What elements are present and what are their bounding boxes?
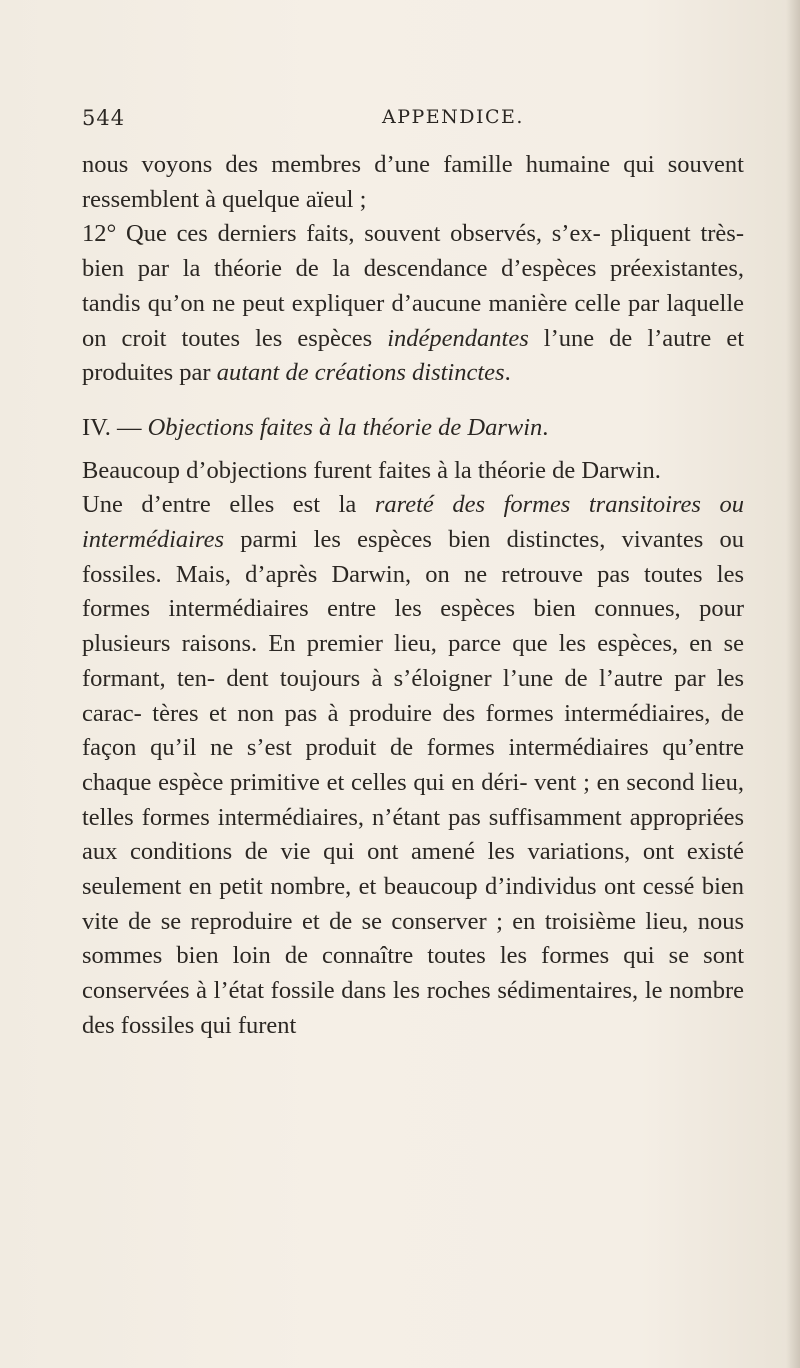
page-header — [82, 106, 742, 136]
paragraph-2-middle: l’une de l’autre et produites par — [82, 324, 745, 387]
section-heading — [82, 411, 744, 446]
section-heading-end: . — [542, 413, 549, 441]
paragraph-4 — [82, 488, 744, 1043]
paragraph-2-start: 12° Que ces derniers faits, souvent observés, s’ex- pliquent très-bien par la théorie de la descendance d’espèces préexistantes, tandis qu’on ne peut expliquer d’aucune manière celle par laquelle on croit toutes les espèces — [82, 220, 744, 352]
paragraph-3: Beaucoup d’objections furent faites à la théorie de Darwin. — [82, 456, 661, 484]
page-edge-shadow — [786, 0, 800, 1368]
paragraph-1: nous voyons des membres d’une famille humaine qui souvent ressemblent à quelque aïeul ; — [82, 151, 744, 213]
paragraph-2 — [82, 217, 744, 391]
page-number: 544 — [82, 106, 126, 130]
paragraph-4-italic: rareté des formes transitoires ou intermédiaires — [82, 491, 744, 554]
paragraph-4-rest: parmi les espèces bien distinctes, vivantes ou fossiles. Mais, d’après Darwin, on ne retrouve pas toutes les formes intermédiaires entre les espèces bien connues, pour plusieurs raisons. En premier lieu, parce que les espèces, en se formant, ten- dent toujours à s’éloigner l’une de l’autre par les carac- tères et non pas à produire des formes intermédiaires, de façon qu’il ne s’est produit de formes intermédiaires qu’entre chaque espèce primitive et celles qui en déri- vent ; en second lieu, telles formes intermédiaires, n’étant pas suffisamment appropriées aux conditions de vie qui ont amené les variations, ont existé seulement en petit nombre, et beaucoup d’individus ont cessé bien vite de se reproduire et de se conserver ; en troisième lieu, nous sommes bien loin de connaître toutes les formes qui se sont conservées à l’état fossile dans les roches sédimentaires, le nombre des fossiles qui furent — [82, 526, 744, 1039]
paragraph-2-end: . — [504, 359, 511, 387]
paragraph-4-start: Une d’entre elles est la — [82, 491, 375, 519]
body-text — [82, 148, 744, 1044]
paragraph-2-italic-1: indépendantes — [387, 324, 529, 352]
section-title: Objections faites à la théorie de Darwin — [147, 413, 543, 441]
running-head: APPENDICE. — [382, 106, 524, 128]
section-number: IV. — — [82, 413, 148, 441]
paragraph-2-italic-2: autant de créations distinctes — [216, 359, 505, 387]
